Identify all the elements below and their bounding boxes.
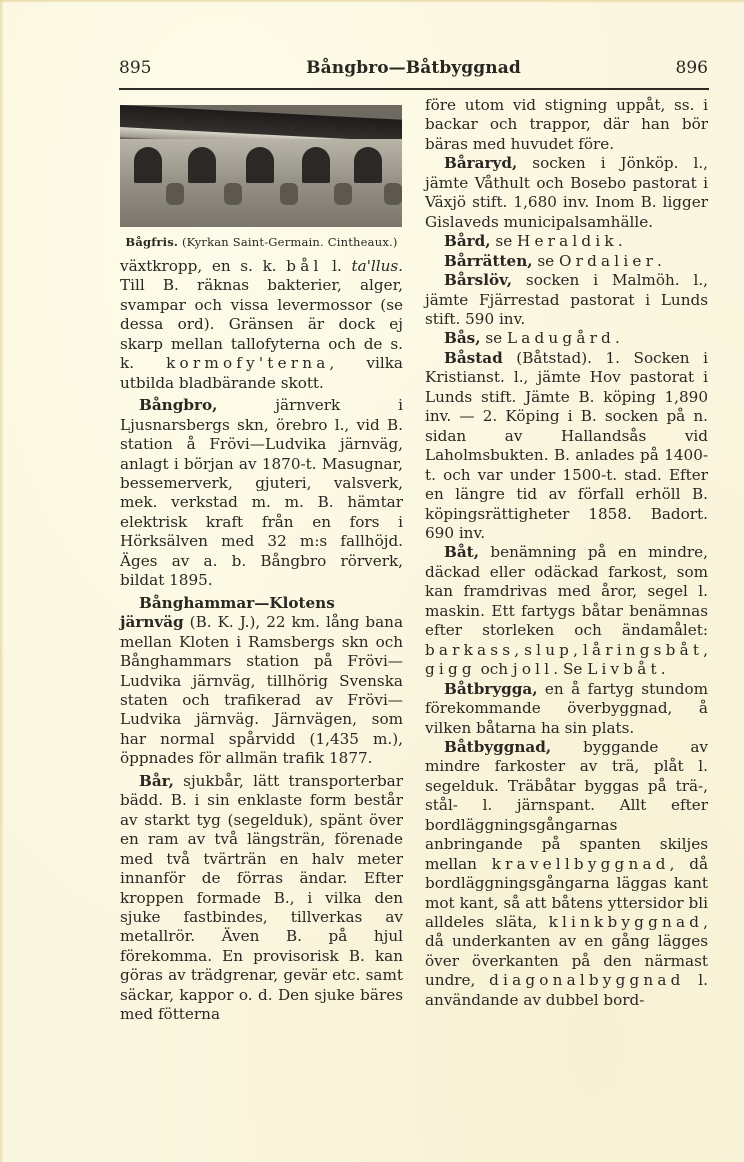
text: l. användande av dubbel bord-: [425, 971, 708, 1009]
photo-corbel: [166, 183, 184, 205]
headword: Bårrätten,: [444, 251, 533, 270]
headword: Båstad: [444, 348, 503, 367]
headword: Bår,: [139, 771, 174, 790]
entry-bat: [425, 543, 708, 679]
spaced-term: barkass: [425, 640, 515, 659]
cross-reference[interactable]: Livbåt: [587, 660, 661, 679]
right-column: [425, 96, 708, 1010]
entry-barratten: [425, 252, 708, 271]
photo-arch: [188, 147, 216, 183]
headword: Bångbro,: [139, 396, 218, 415]
entry-text: sjukbår, lätt transporterbar bädd. B. i sin enklaste form består av starkt tyg (segelduk), spänt över en ram av två längsträn, förenade med två tvärträn en halv meter innanför de förras ändar. Efter kroppen formade B., i vilka den sjuke fastbindes, tillverkas av metallrör. Även B. på hjul förekomma. En provisorisk B. kan göras av trädgrenar, gevär etc. samt säckar, kappor o. d. Den sjuke bäres med fötterna: [120, 771, 403, 1024]
page-number-right: 896: [675, 58, 708, 78]
entry-text: socken i Jönköp. l., jämte Våthult och Bosebo pastorat i Växjö stift. 1,680 inv. Inom B. ligger Gislaveds municipalsamhälle.: [425, 154, 708, 231]
caption-text: (Kyrkan Saint-Germain. Cintheaux.): [178, 235, 398, 249]
headword: Bånghammar—Klotens järnväg: [120, 593, 335, 632]
entry-text: (Båtstad). 1. Socken i Kristianst. l., jämte Hov pastorat i Lunds stift. Jämte B. köping 1,890 inv. — 2. Köping i B. socken på n. sidan av Hallandsås vid Laholmsbukten. B. anlades på 1400-t. och var under 1500-t. stad. Efter en längre tid av förfall erhöll B. köpingsrättigheter 1858. Badort. 690 inv.: [425, 348, 708, 542]
entry-text: socken i Malmöh. l., jämte Fjärrestad pastorat i Lunds stift. 590 inv.: [425, 271, 708, 328]
spaced-term: joll: [512, 660, 554, 679]
header-rule: [119, 88, 709, 90]
spaced-term: kravellbyggnad: [491, 854, 670, 873]
headword: Bås,: [444, 329, 481, 348]
spaced-term: bål: [286, 257, 323, 275]
left-column: [120, 96, 403, 1025]
photo-corbel: [384, 183, 402, 205]
entry-continuation: före utom vid stigning uppåt, ss. i backar och trappor, där han bör bäras med huvudet före.: [425, 96, 708, 153]
photo-corbel: [334, 183, 352, 205]
text: ,: [703, 640, 708, 659]
entry-text: se: [480, 329, 507, 348]
entry-bas: [425, 329, 708, 348]
entry-bard: [425, 232, 708, 251]
running-title: Bångbro—Båtbyggnad: [306, 58, 521, 78]
text: .: [614, 329, 620, 348]
text: . Se: [553, 660, 588, 679]
figure-bagfris: [120, 105, 403, 249]
entry-text: (B. K. J.), 22 km. lång bana mellan Kloten i Ramsbergs skn och Bånghammars station på Frövi—Ludvika järnväg, tillhörig Svenska staten och trafikerad av Frövi—Ludvika järnväg. Järnvägen, som har normal spårvidd (1,435 m.), öppnades för allmän trafik 1877.: [120, 613, 403, 768]
figure-caption: [120, 235, 403, 249]
entry-bastad: [425, 349, 708, 544]
entry-banghammar-klotens-jarnvag: [120, 594, 403, 769]
headword: Båtbyggnad,: [444, 737, 552, 756]
text: l.: [322, 257, 352, 275]
cross-reference[interactable]: Ladugård: [506, 329, 615, 348]
photo-corbel: [224, 183, 242, 205]
spaced-term: kormofy'terna: [166, 354, 330, 373]
entry-text: se: [532, 251, 559, 270]
text: växtkropp, en s. k.: [120, 257, 287, 275]
headword: Båraryd,: [444, 154, 518, 173]
text: , då underkanten av en gång lägges över överkanten på den närmast undre,: [425, 913, 708, 990]
photo-arch: [134, 147, 162, 183]
cross-reference[interactable]: Heraldik: [517, 232, 618, 251]
page-edge-left: [0, 0, 4, 1162]
text: .: [660, 660, 666, 679]
entry-bar: [120, 772, 403, 1025]
photo-arch: [302, 147, 330, 183]
spaced-term: låringsbåt: [582, 640, 704, 659]
headword: Båtbrygga,: [444, 679, 538, 698]
text: .: [657, 251, 662, 270]
entry-batbrygga: [425, 680, 708, 738]
text: och: [475, 660, 513, 679]
text: .: [617, 232, 623, 251]
spaced-term: klinkbyggnad: [548, 913, 704, 932]
italic-term: ta'llus.: [351, 257, 403, 275]
caption-title: Bågfris.: [125, 235, 179, 249]
page-header: [119, 56, 708, 82]
cross-reference[interactable]: Ordalier: [558, 251, 658, 270]
headword: Båt,: [444, 543, 479, 562]
photo-corbel: [280, 183, 298, 205]
text: ,: [514, 640, 525, 659]
spaced-term: gigg: [425, 660, 476, 679]
entry-text: en å fartyg stundom förekommande överbyggnad, å vilken båtarna ha sin plats.: [425, 679, 708, 737]
entry-barslov: [425, 271, 708, 329]
entry-text: järnverk i Ljusnarsbergs skn, örebro l., vid B. station å Frövi—Ludvika järnväg, anlagt i början av 1870-t. Masugnar, bessemerverk, gjuteri, valsverk, mek. verkstad m. m. B. hämtar elektrisk kraft från en fors i Hörksälven med 32 m:s fallhöjd. Äges av a. b. Bångbro rörverk, bildat 1895.: [120, 396, 403, 590]
entry-batbyggnad: [425, 738, 708, 1010]
entry-bararyd: [425, 154, 708, 232]
text: ,: [573, 640, 583, 659]
photo-arch: [246, 147, 274, 183]
text: byggande av mindre farkoster av trä, plåt l. segelduk. Träbåtar byggas på trä-, stål- l. järnspant. Allt efter bordläggningsgångarnas anbringande på spanten skiljes mellan: [425, 737, 708, 873]
page-number-left: 895: [119, 58, 152, 78]
text: Till B. räknas bakterier, alger, svampar och vissa levermossor (se dessa ord). Gränsen är dock ej skarp mellan tallofyterna och de s. k.: [120, 276, 403, 373]
text: , då bordläggningsgångarna läggas kant mot kant, så att båtens yttersidor bli alldeles släta,: [425, 854, 708, 932]
spaced-term: slup: [524, 640, 574, 659]
headword: Bård,: [444, 232, 491, 251]
entry-continuation: [120, 257, 403, 393]
headword: Bårslöv,: [444, 271, 513, 290]
photo-arch: [354, 147, 382, 183]
entry-bangbro: [120, 396, 403, 591]
frieze-photo: [120, 105, 402, 227]
page-edge-top: [0, 0, 744, 3]
entry-text: se: [490, 232, 518, 251]
text: , vilka utbilda bladbärande skott.: [120, 354, 403, 392]
text: benämning på en mindre, däckad eller odäckad farkost, som kan framdrivas med åror, segel l. maskin. Ett fartygs båtar benämnas efter storleken och ändamålet:: [425, 543, 708, 640]
spaced-term: diagonalbyggnad: [489, 971, 685, 990]
